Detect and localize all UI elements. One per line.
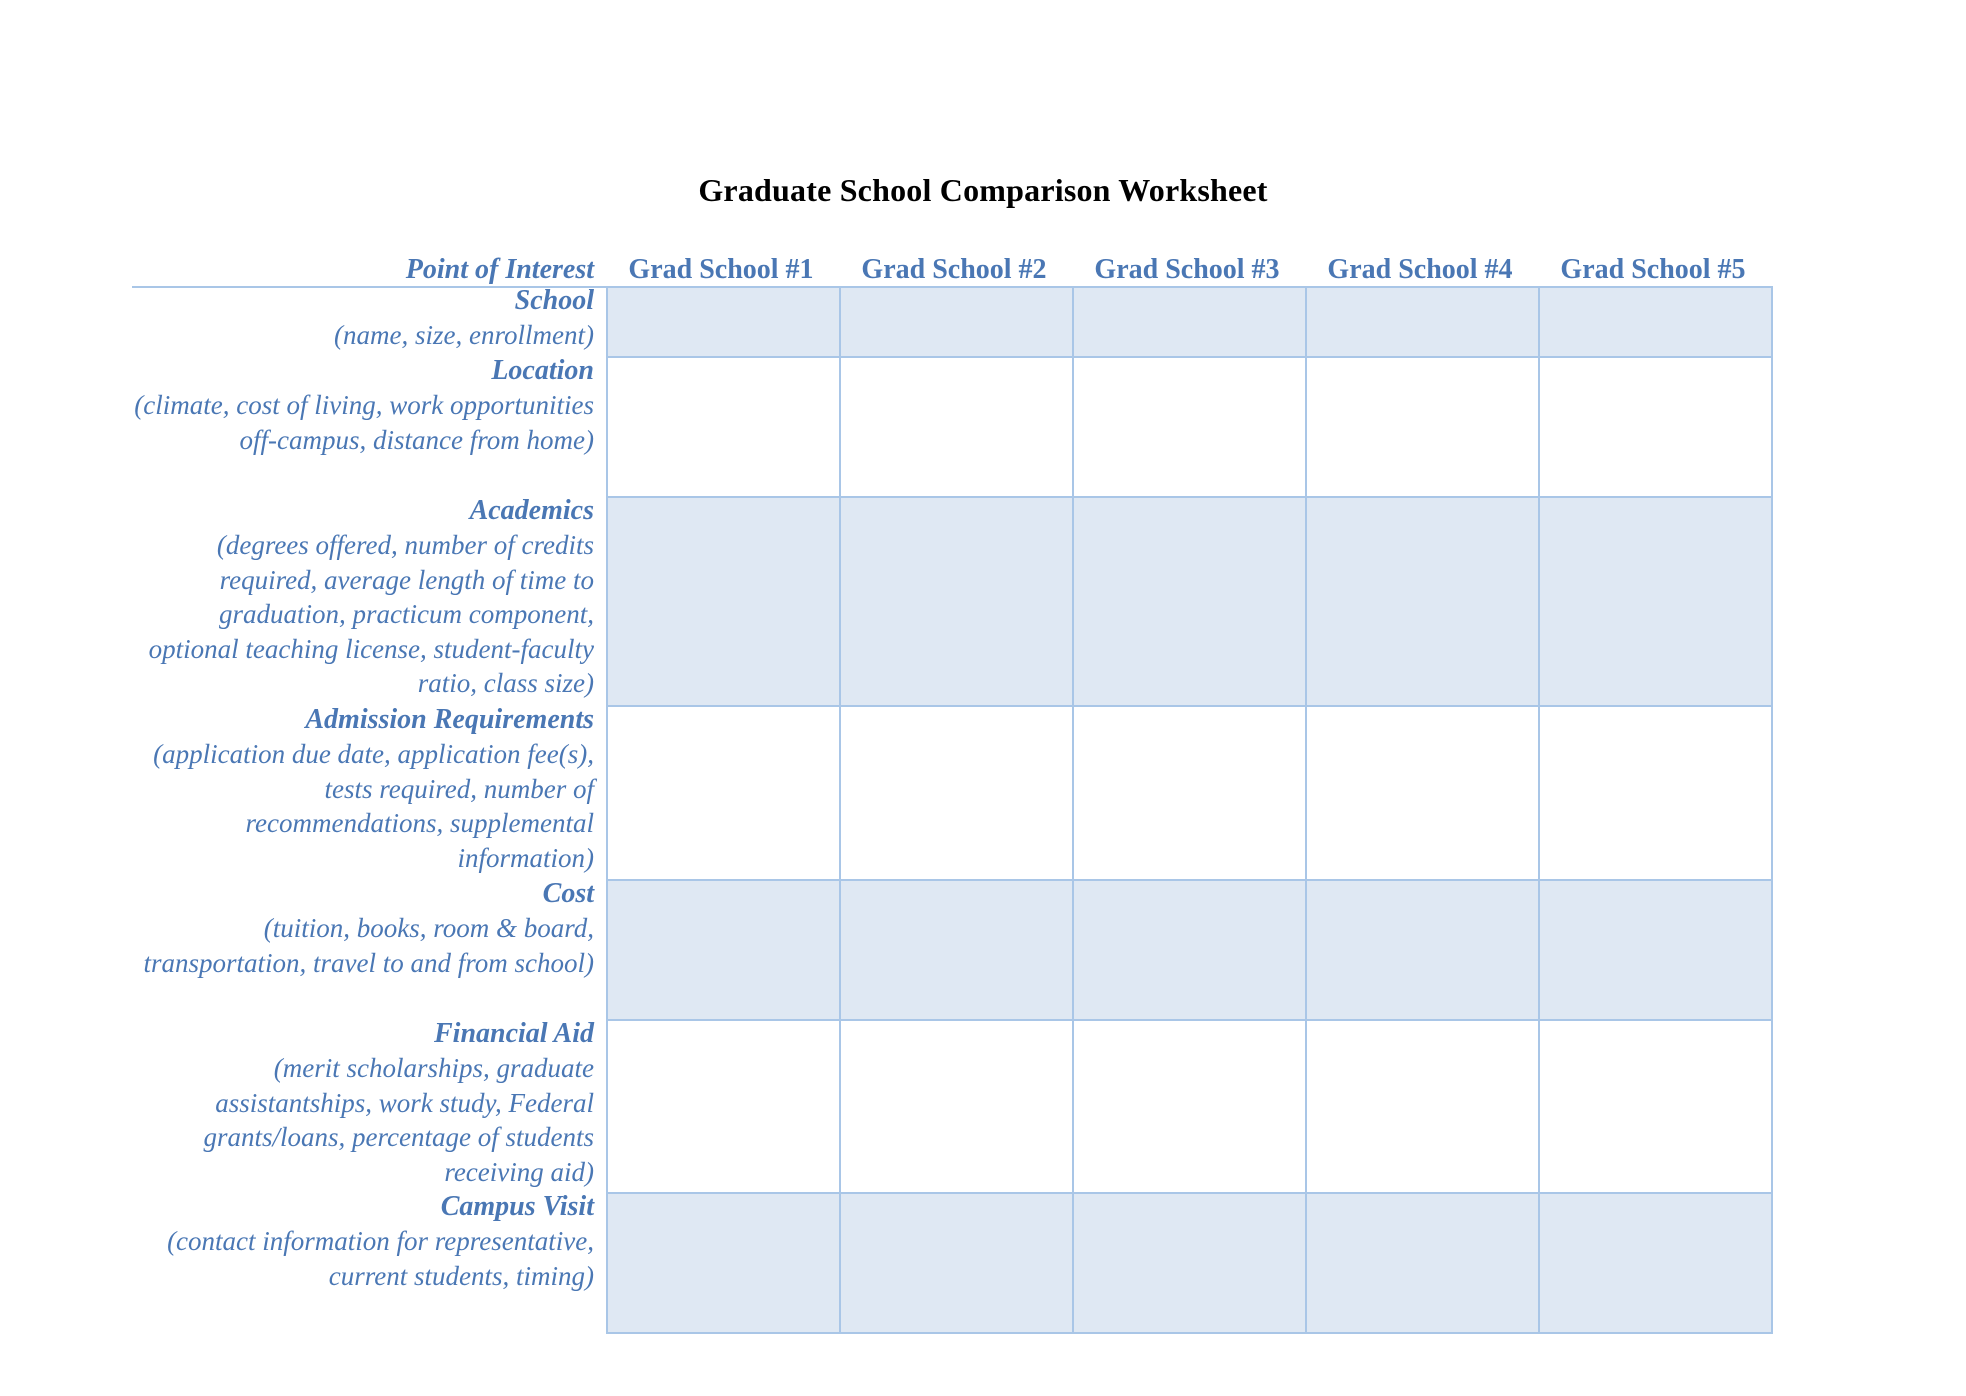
- row-heading: Campus Visit: [440, 1191, 594, 1222]
- entry-cell[interactable]: [606, 1192, 839, 1334]
- row-description: (degrees offered, number of credits required, average length of time to graduation, practicum component, optional teaching license, student-faculty ratio, class size): [148, 530, 594, 698]
- entry-cell[interactable]: [1072, 879, 1305, 1019]
- row-heading: Financial Aid: [433, 1018, 594, 1049]
- entry-cell[interactable]: [606, 356, 839, 496]
- row-label: [132, 877, 594, 980]
- entry-cell[interactable]: [839, 286, 1072, 356]
- entry-cell[interactable]: [606, 1019, 839, 1192]
- entry-cell[interactable]: [1538, 496, 1773, 705]
- entry-cell[interactable]: [1072, 286, 1305, 356]
- column-header-grad-school-4: Grad School #4: [1327, 254, 1513, 285]
- entry-cell[interactable]: [1072, 705, 1305, 879]
- row-description: (contact information for representative, current students, timing): [167, 1226, 594, 1291]
- column-header-grad-school-3: Grad School #3: [1094, 254, 1280, 285]
- entry-cell[interactable]: [606, 879, 839, 1019]
- entry-cell[interactable]: [1538, 705, 1773, 879]
- row-heading: Cost: [542, 878, 594, 909]
- entry-cell[interactable]: [1538, 356, 1773, 496]
- row-label: [132, 1190, 594, 1293]
- entry-cell[interactable]: [1072, 356, 1305, 496]
- page-title: Graduate School Comparison Worksheet: [698, 172, 1268, 208]
- entry-cell[interactable]: [839, 879, 1072, 1019]
- entry-cell[interactable]: [1305, 356, 1538, 496]
- entry-cell[interactable]: [1305, 1019, 1538, 1192]
- row-heading: School: [514, 285, 594, 316]
- entry-cell[interactable]: [839, 1192, 1072, 1334]
- entry-cell[interactable]: [1072, 1192, 1305, 1334]
- entry-cell[interactable]: [1305, 879, 1538, 1019]
- row-label: [132, 1017, 594, 1189]
- entry-cell[interactable]: [839, 496, 1072, 705]
- row-description: (merit scholarships, graduate assistantships, work study, Federal grants/loans, percentage of students receiving aid): [203, 1053, 594, 1187]
- row-label: [132, 284, 594, 353]
- entry-cell[interactable]: [1305, 1192, 1538, 1334]
- entry-cell[interactable]: [1305, 286, 1538, 356]
- entry-cell[interactable]: [606, 705, 839, 879]
- row-label: [132, 494, 594, 701]
- column-header-grad-school-2: Grad School #2: [861, 254, 1047, 285]
- entry-cell[interactable]: [839, 1019, 1072, 1192]
- row-label: [132, 354, 594, 457]
- entry-cell[interactable]: [839, 705, 1072, 879]
- entry-cell[interactable]: [1072, 496, 1305, 705]
- entry-cell[interactable]: [1538, 1019, 1773, 1192]
- entry-cell[interactable]: [1305, 496, 1538, 705]
- entry-cell[interactable]: [1305, 705, 1538, 879]
- entry-cell[interactable]: [1538, 1192, 1773, 1334]
- column-header-grad-school-5: Grad School #5: [1560, 254, 1746, 285]
- column-header-grad-school-1: Grad School #1: [628, 254, 814, 285]
- entry-cell[interactable]: [1538, 879, 1773, 1019]
- entry-cell[interactable]: [1072, 1019, 1305, 1192]
- row-heading: Location: [491, 355, 594, 386]
- row-description: (name, size, enrollment): [334, 320, 594, 350]
- entry-cell[interactable]: [1538, 286, 1773, 356]
- row-label: [132, 703, 594, 875]
- row-description: (application due date, application fee(s), tests required, number of recommendations, supplemental information): [153, 739, 594, 873]
- entry-cell[interactable]: [839, 356, 1072, 496]
- header-point-of-interest: Point of Interest: [405, 254, 594, 285]
- entry-cell[interactable]: [606, 286, 839, 356]
- row-description: (climate, cost of living, work opportunities off-campus, distance from home): [134, 390, 594, 455]
- row-heading: Admission Requirements: [305, 704, 594, 735]
- row-heading: Academics: [469, 495, 594, 526]
- row-description: (tuition, books, room & board, transportation, travel to and from school): [143, 913, 594, 978]
- entry-cell[interactable]: [606, 496, 839, 705]
